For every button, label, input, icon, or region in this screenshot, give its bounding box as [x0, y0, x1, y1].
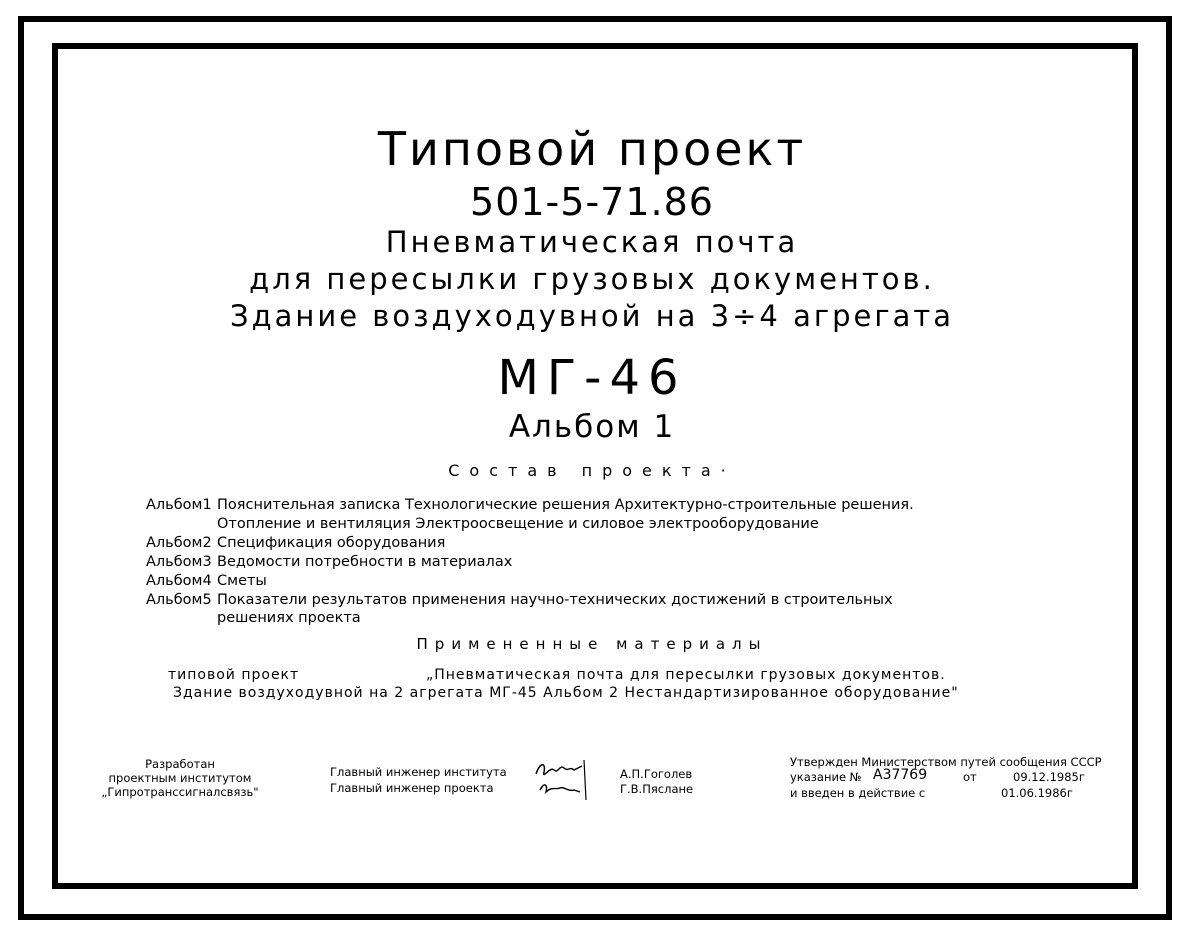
- applied-materials-heading: Примененные материалы: [416, 635, 768, 653]
- album-5-line-2: решениях проекта: [217, 610, 361, 626]
- album-5-label: Альбом5: [146, 592, 212, 608]
- project-code: 501-5-71.86: [470, 180, 714, 224]
- album-5-line-1: Показатели результатов применения научно-технических достижений в строительных: [217, 592, 893, 608]
- approved-by: Утвержден Министерством путей сообщения СССР: [790, 755, 1102, 769]
- album-1-line-2: Отопление и вентиляция Электроосвещение и силовое электрооборудование: [217, 516, 819, 532]
- applied-line-1-left: типовой проект: [168, 667, 300, 683]
- mark-code: МГ-46: [497, 350, 687, 406]
- album-4-line-1: Сметы: [217, 573, 267, 589]
- subtitle-line-3: Здание воздуходувной на 3÷4 агрегата: [229, 299, 955, 333]
- order-date-from: от: [963, 770, 977, 784]
- album-3-label: Альбом3: [146, 554, 212, 570]
- album-title: Альбом 1: [508, 409, 676, 445]
- order-date: 09.12.1985г: [1013, 770, 1085, 784]
- order-number: А37769: [873, 767, 928, 783]
- applied-line-1-right: „Пневматическая почта для пересылки грузовых документов.: [426, 667, 946, 683]
- subtitle-line-2: для пересылки грузовых документов.: [249, 262, 935, 296]
- composition-heading: Состав проекта·: [448, 461, 736, 480]
- order-label: указание №: [790, 770, 862, 784]
- album-4-label: Альбом4: [146, 573, 212, 589]
- developer-line-3: „Гипротранссигналсвязь": [101, 785, 259, 799]
- chief-engineer-institute: Главный инженер института: [330, 765, 507, 779]
- album-1-label: Альбом1: [146, 497, 212, 513]
- album-3-line-1: Ведомости потребности в материалах: [217, 554, 513, 570]
- developer-line-1: Разработан: [145, 757, 215, 771]
- effective-label: и введен в действие с: [790, 786, 926, 800]
- doc-title: Типовой проект: [377, 122, 807, 176]
- signature: [530, 756, 590, 802]
- developer-line-2: проектным институтом: [108, 771, 252, 785]
- name-chief-project: Г.В.Пяслане: [620, 782, 694, 796]
- subtitle-line-1: Пневматическая почта: [385, 225, 799, 259]
- effective-date: 01.06.1986г: [1001, 786, 1073, 800]
- album-2-label: Альбом2: [146, 535, 212, 551]
- chief-engineer-project: Главный инженер проекта: [330, 781, 494, 795]
- name-chief-institute: А.П.Гоголев: [620, 767, 693, 781]
- album-1-line-1: Пояснительная записка Технологические решения Архитектурно-строительные решения.: [217, 497, 914, 513]
- applied-line-2: Здание воздуходувной на 2 агрегата МГ-45 Альбом 2 Нестандартизированное оборудование": [173, 685, 959, 701]
- album-2-line-1: Спецификация оборудования: [217, 535, 446, 551]
